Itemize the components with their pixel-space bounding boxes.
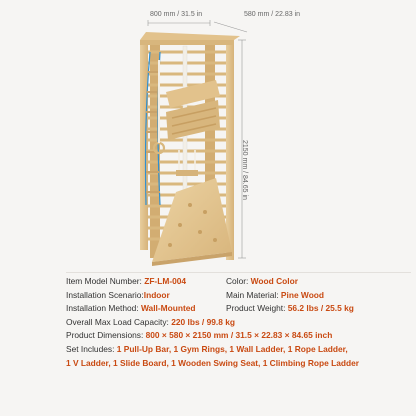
spec-value: 220 lbs / 99.8 kg [171,316,235,327]
spec-row [66,304,411,318]
spec-label: Product Weight: [226,303,286,314]
divider [66,272,411,273]
spec-value: ZF-LM-004 [144,276,187,286]
spec-label: Set Includes: [66,343,115,354]
spec-label: Color: [226,276,249,286]
spec-dimensions [66,331,332,339]
spec-row [66,331,411,345]
spec-weight [226,304,354,312]
slide-board [152,178,232,266]
spec-row [66,277,411,291]
spec-value: 1 V Ladder, 1 Slide Board, 1 Wooden Swing Seat, 1 Climbing Rope Ladder [66,357,360,368]
width-dimension: 800 mm / 31.5 in [150,11,203,18]
spec-label: Product Dimensions: [66,330,144,341]
height-dimension: 2150 mm / 84.65 in [241,140,248,200]
spec-model [66,277,186,285]
spec-value: Indoor [143,289,170,300]
depth-dimension: 580 mm / 22.83 in [244,11,301,18]
spec-set [66,345,348,353]
spec-row [66,359,411,373]
spec-value: 800 × 580 × 2150 mm / 31.5 × 22.83 × 84.65 inch [145,330,333,341]
spec-label: Installation Method: [66,303,139,314]
spec-set-continued [66,359,359,367]
spec-row [66,345,411,359]
spec-method [66,304,196,312]
spec-value: Wall-Mounted [140,303,196,314]
spec-label: Installation Scenario: [66,289,144,300]
spec-color [226,277,298,285]
spec-value: Pine Wood [280,289,325,300]
spec-scenario [66,291,170,299]
spec-row [66,291,411,305]
spec-row [66,318,411,332]
spec-label: Overall Max Load Capacity: [66,316,169,327]
spec-value: 1 Pull-Up Bar, 1 Gym Rings, 1 Wall Ladder, 1 Rope Ladder, [116,343,348,354]
spec-load [66,318,235,326]
spec-value: 56.2 lbs / 25.5 kg [287,303,354,314]
spec-material [226,291,324,299]
spec-value: Wood Color [250,276,298,286]
spec-label: Main Material: [226,289,279,300]
spec-label: Item Model Number: [66,276,142,286]
spec-table [66,277,411,372]
